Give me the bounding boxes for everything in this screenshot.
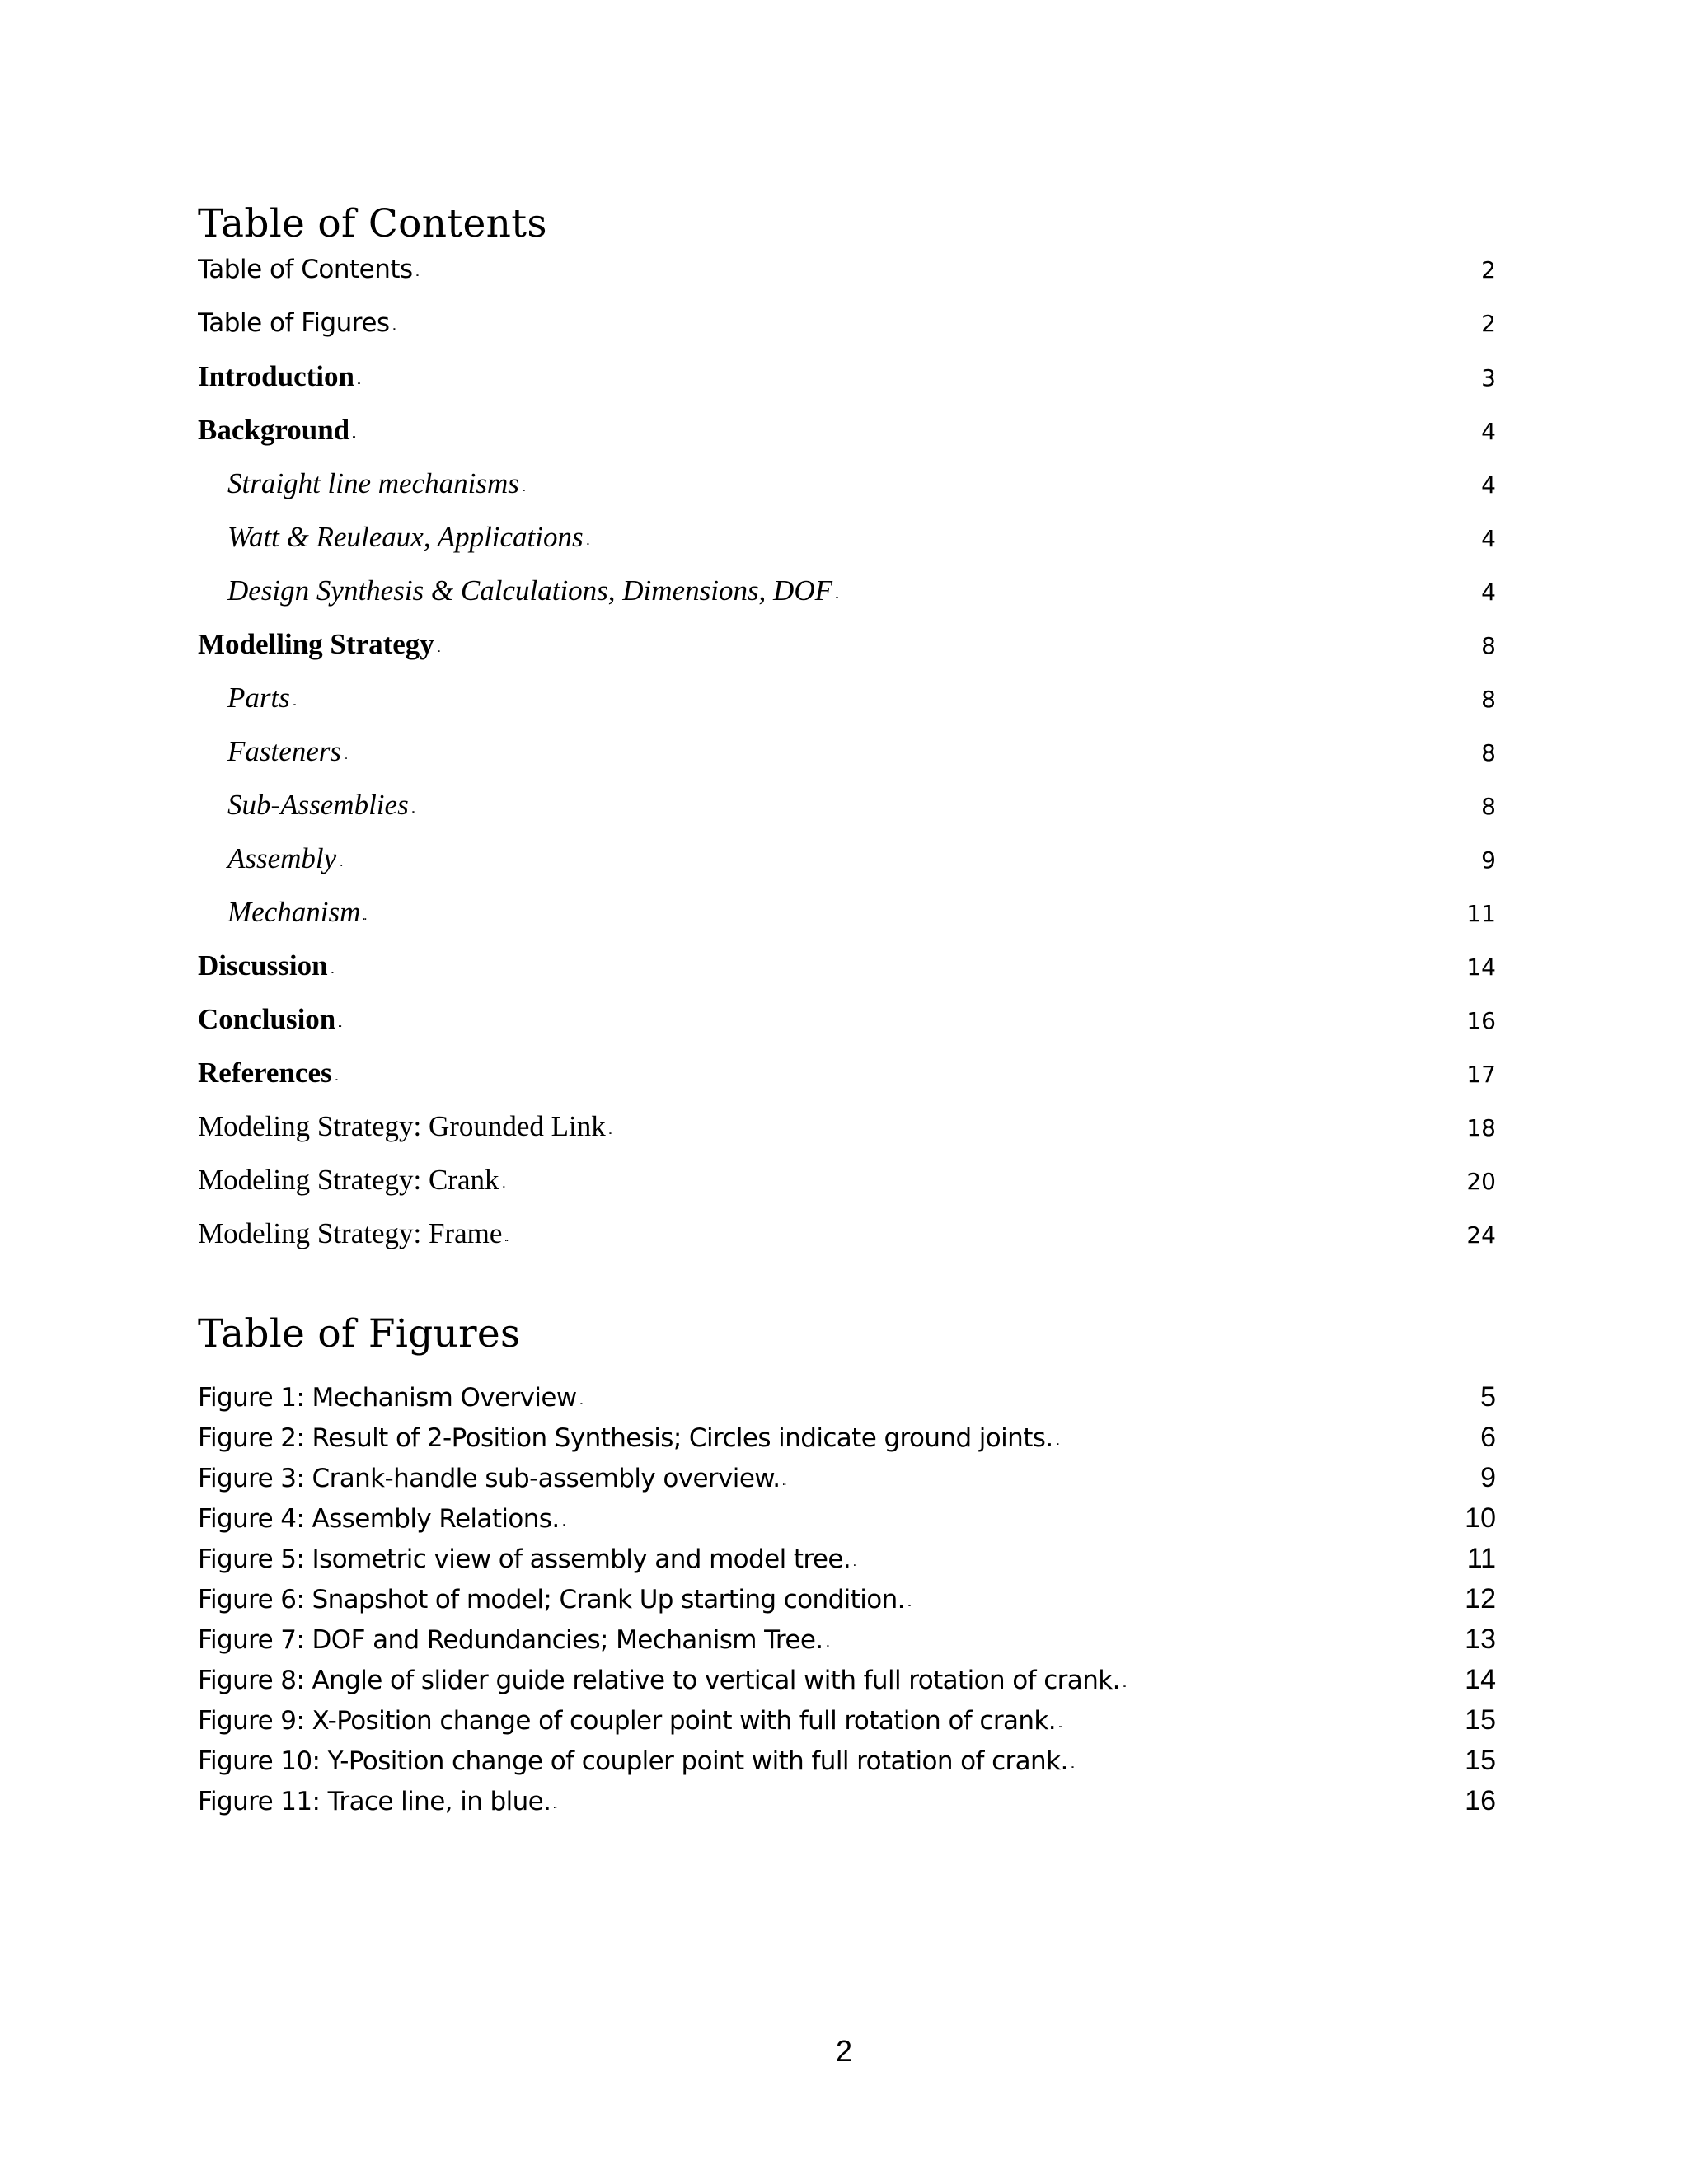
- dot-leader: [1059, 1706, 1461, 1742]
- dot-leader: [331, 952, 1464, 988]
- toc-list: [198, 251, 1496, 1269]
- toc-entry-title: Introduction: [198, 360, 354, 392]
- tof-entry[interactable]: [198, 1702, 1496, 1742]
- tof-entry-title: Figure 10: Y-Position change of coupler point with full rotation of crank.: [198, 1746, 1068, 1776]
- toc-entry-title: Modeling Strategy: Grounded Link: [198, 1110, 606, 1142]
- toc-entry-page-number: 4: [1481, 579, 1496, 606]
- toc-entry-page-number: 20: [1466, 1168, 1496, 1195]
- tof-entry-title: Figure 8: Angle of slider guide relative to vertical with full rotation of crank.: [198, 1666, 1120, 1695]
- tof-entry[interactable]: [198, 1742, 1496, 1783]
- toc-entry-page-number: 2: [1481, 310, 1496, 337]
- tof-entry-title: Figure 2: Result of 2-Position Synthesis; Circles indicate ground joints.: [198, 1423, 1053, 1453]
- toc-entry-title: Sub-Assemblies: [227, 789, 409, 821]
- toc-entry-page-number: 8: [1481, 632, 1496, 659]
- tof-entry-page-number: 14: [1465, 1664, 1496, 1695]
- toc-entry-title: Table of Figures: [198, 308, 390, 338]
- toc-entry-page-number: 4: [1481, 471, 1496, 499]
- dot-leader: [503, 1166, 1464, 1202]
- toc-entry-page-number: 16: [1466, 1007, 1496, 1034]
- toc-entry[interactable]: [198, 680, 1496, 733]
- toc-entry-title: Discussion: [198, 949, 328, 982]
- dot-leader: [827, 1625, 1462, 1661]
- toc-entry[interactable]: [198, 1055, 1496, 1108]
- toc-entry-title: Straight line mechanisms: [227, 467, 519, 499]
- dot-leader: [854, 1544, 1464, 1581]
- tof-entry[interactable]: [198, 1500, 1496, 1540]
- toc-entry[interactable]: [198, 1216, 1496, 1269]
- toc-entry[interactable]: [198, 251, 1496, 305]
- toc-entry-page-number: 14: [1466, 954, 1496, 981]
- toc-entry-page-number: 18: [1466, 1114, 1496, 1141]
- dot-leader: [523, 470, 1478, 506]
- dot-leader: [358, 363, 1478, 399]
- dot-leader: [580, 1383, 1477, 1419]
- toc-entry[interactable]: [198, 733, 1496, 787]
- tof-entry[interactable]: [198, 1540, 1496, 1581]
- toc-entry-page-number: 11: [1466, 900, 1496, 927]
- toc-entry[interactable]: [198, 359, 1496, 412]
- dot-leader: [783, 1464, 1477, 1500]
- toc-entry-page-number: 24: [1466, 1221, 1496, 1249]
- toc-entry-page-number: 4: [1481, 418, 1496, 445]
- tof-entry-page-number: 16: [1465, 1785, 1496, 1816]
- tof-entry-page-number: 5: [1480, 1381, 1496, 1413]
- tof-entry-page-number: 11: [1466, 1543, 1496, 1574]
- toc-entry[interactable]: [198, 573, 1496, 626]
- toc-entry-title: Fasteners: [227, 735, 342, 767]
- dot-leader: [609, 1113, 1464, 1149]
- tof-entry[interactable]: [198, 1783, 1496, 1823]
- tof-entry[interactable]: [198, 1460, 1496, 1500]
- toc-entry-title: Modelling Strategy: [198, 628, 434, 660]
- page-number: 2: [835, 2034, 853, 2068]
- tof-entry-page-number: 13: [1465, 1624, 1496, 1655]
- dot-leader: [1071, 1746, 1461, 1783]
- toc-entry-title: References: [198, 1057, 332, 1089]
- dot-leader: [438, 630, 1478, 667]
- tof-entry-title: Figure 11: Trace line, in blue.: [198, 1787, 551, 1816]
- tof-entry-title: Figure 7: DOF and Redundancies; Mechanism Tree.: [198, 1625, 823, 1655]
- toc-entry[interactable]: [198, 1162, 1496, 1216]
- tof-entry-page-number: 9: [1480, 1462, 1496, 1493]
- toc-entry-title: Mechanism: [227, 896, 361, 928]
- toc-entry[interactable]: [198, 626, 1496, 680]
- dot-leader: [587, 523, 1479, 560]
- toc-entry-page-number: 2: [1481, 256, 1496, 284]
- dot-leader: [563, 1504, 1462, 1540]
- dot-leader: [1057, 1423, 1477, 1460]
- tof-entry-page-number: 10: [1465, 1502, 1496, 1534]
- tof-entry-page-number: 15: [1465, 1704, 1496, 1736]
- dot-leader: [1123, 1666, 1461, 1702]
- toc-entry-title: Background: [198, 414, 350, 446]
- toc-entry-title: Modeling Strategy: Frame: [198, 1217, 503, 1249]
- tof-entry-title: Figure 1: Mechanism Overview: [198, 1383, 577, 1413]
- document-page: [198, 0, 1496, 2184]
- tof-entry[interactable]: [198, 1581, 1496, 1621]
- tof-entry-page-number: 12: [1465, 1583, 1496, 1615]
- dot-leader: [353, 416, 1478, 452]
- dot-leader: [393, 308, 1479, 344]
- toc-entry-title: Table of Contents: [198, 255, 413, 284]
- toc-entry-page-number: 3: [1481, 364, 1496, 391]
- dot-leader: [363, 898, 1463, 935]
- dot-leader: [416, 255, 1478, 291]
- toc-entry-page-number: 8: [1481, 739, 1496, 766]
- toc-entry-page-number: 17: [1466, 1061, 1496, 1088]
- toc-entry-page-number: 4: [1481, 525, 1496, 552]
- toc-entry-page-number: 8: [1481, 686, 1496, 713]
- dot-leader: [554, 1787, 1461, 1823]
- dot-leader: [836, 577, 1478, 613]
- toc-entry[interactable]: [198, 412, 1496, 466]
- toc-entry-title: Modeling Strategy: Crank: [198, 1164, 499, 1196]
- dot-leader: [335, 1059, 1464, 1095]
- dot-leader: [345, 738, 1478, 774]
- dot-leader: [908, 1585, 1461, 1621]
- toc-entry[interactable]: [198, 1001, 1496, 1055]
- toc-entry-title: Conclusion: [198, 1003, 336, 1035]
- dot-leader: [505, 1220, 1463, 1256]
- tof-entry[interactable]: [198, 1379, 1496, 1419]
- tof-entry[interactable]: [198, 1419, 1496, 1460]
- toc-heading: Table of Contents: [198, 201, 547, 246]
- dot-leader: [339, 1005, 1463, 1042]
- toc-entry[interactable]: [198, 466, 1496, 519]
- toc-entry[interactable]: [198, 519, 1496, 573]
- tof-entry[interactable]: [198, 1621, 1496, 1661]
- tof-entry-title: Figure 3: Crank-handle sub-assembly overview.: [198, 1464, 781, 1493]
- tof-heading: Table of Figures: [198, 1311, 521, 1357]
- toc-entry-title: Watt & Reuleaux, Applications: [227, 521, 584, 553]
- tof-entry-title: Figure 6: Snapshot of model; Crank Up starting condition.: [198, 1585, 905, 1615]
- toc-entry-page-number: 9: [1481, 846, 1496, 874]
- toc-entry[interactable]: [198, 948, 1496, 1001]
- toc-entry[interactable]: [198, 894, 1496, 948]
- tof-entry-page-number: 6: [1480, 1422, 1496, 1453]
- toc-entry[interactable]: [198, 787, 1496, 841]
- dot-leader: [412, 791, 1478, 827]
- toc-entry-title: Parts: [227, 682, 290, 714]
- tof-entry[interactable]: [198, 1661, 1496, 1702]
- dot-leader: [293, 684, 1478, 720]
- tof-entry-title: Figure 4: Assembly Relations.: [198, 1504, 560, 1534]
- tof-entry-title: Figure 9: X-Position change of coupler point with full rotation of crank.: [198, 1706, 1057, 1736]
- toc-entry-title: Design Synthesis & Calculations, Dimensions, DOF: [227, 574, 832, 607]
- toc-entry[interactable]: [198, 1108, 1496, 1162]
- toc-entry[interactable]: [198, 305, 1496, 359]
- dot-leader: [340, 845, 1478, 881]
- tof-list: [198, 1379, 1496, 1823]
- toc-entry-title: Assembly: [227, 842, 337, 874]
- toc-entry[interactable]: [198, 841, 1496, 894]
- toc-entry-page-number: 8: [1481, 793, 1496, 820]
- tof-entry-page-number: 15: [1465, 1745, 1496, 1776]
- tof-entry-title: Figure 5: Isometric view of assembly and model tree.: [198, 1544, 851, 1574]
